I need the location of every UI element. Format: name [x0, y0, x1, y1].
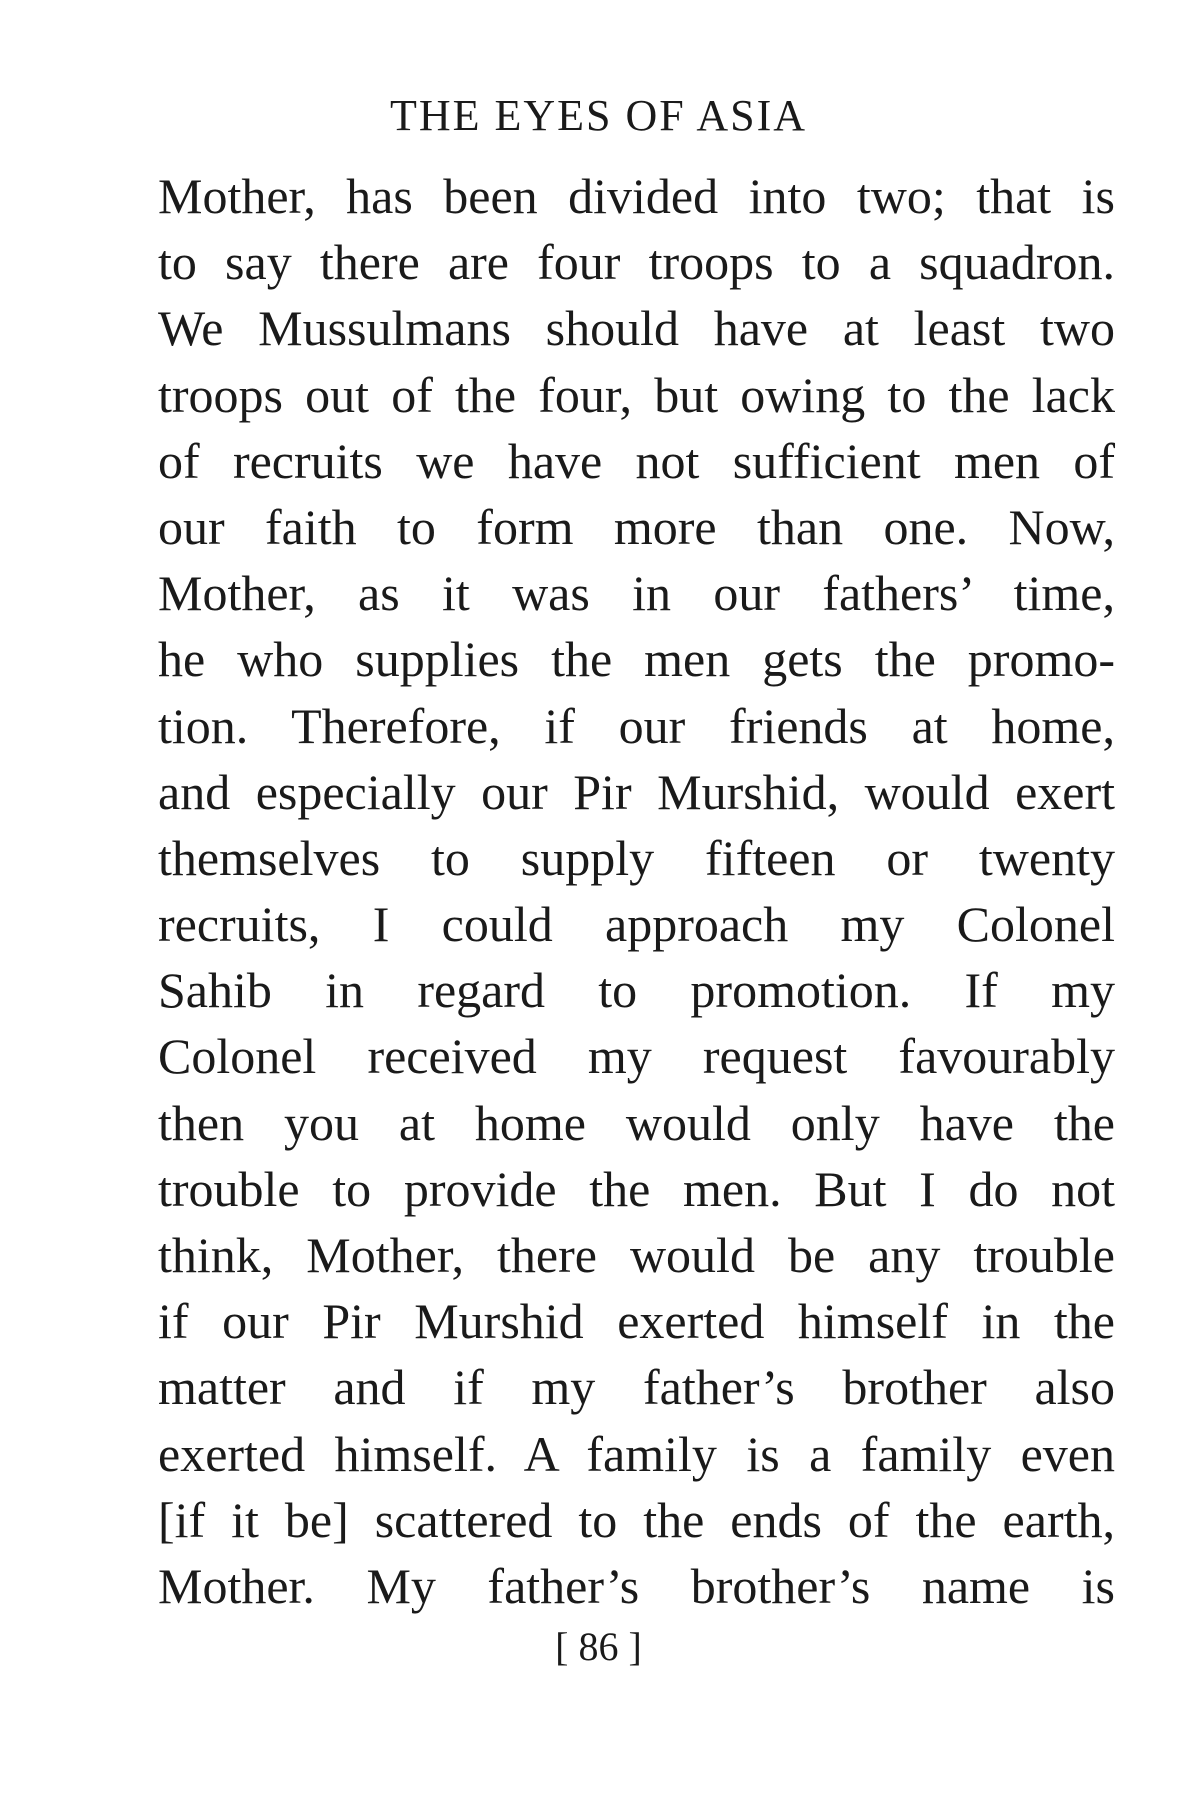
running-head: THE EYES OF ASIA	[389, 91, 808, 140]
text-line: exerted himself. A family is a family even	[158, 1425, 1115, 1482]
text-line: trouble to provide the men. But I do not	[158, 1160, 1115, 1217]
text-line: themselves to supply fifteen or twenty	[158, 829, 1115, 886]
page-number: [ 86 ]	[555, 1624, 642, 1669]
text-line: of recruits we have not sufficient men of	[158, 432, 1115, 489]
text-line: Mother, has been divided into two; that is	[158, 168, 1115, 224]
text-line: troops out of the four, but owing to the lack	[158, 366, 1115, 423]
text-line: [if it be] scattered to the ends of the earth,	[158, 1491, 1115, 1548]
text-line: Mother. My father’s brother’s name is	[158, 1557, 1115, 1614]
text-line: matter and if my father’s brother also	[158, 1359, 1115, 1416]
text-line: Colonel received my request favourably	[158, 1028, 1115, 1085]
text-line: Mother, as it was in our fathers’ time,	[158, 565, 1115, 622]
text-line: then you at home would only have the	[158, 1094, 1115, 1151]
text-line: recruits, I could approach my Colonel	[158, 896, 1115, 953]
text-line: Sahib in regard to promotion. If my	[158, 962, 1115, 1019]
body-text	[158, 163, 1115, 1619]
text-line: and especially our Pir Murshid, would exert	[158, 763, 1115, 820]
text-line: tion. Therefore, if our friends at home,	[158, 697, 1115, 754]
text-line: he who supplies the men gets the promo-	[158, 631, 1115, 688]
text-line: our faith to form more than one. Now,	[158, 498, 1115, 555]
text-line: We Mussulmans should have at least two	[158, 300, 1115, 357]
text-line: think, Mother, there would be any trouble	[158, 1227, 1115, 1283]
text-line: to say there are four troops to a squadron.	[158, 234, 1115, 291]
text-line: if our Pir Murshid exerted himself in the	[158, 1293, 1115, 1350]
